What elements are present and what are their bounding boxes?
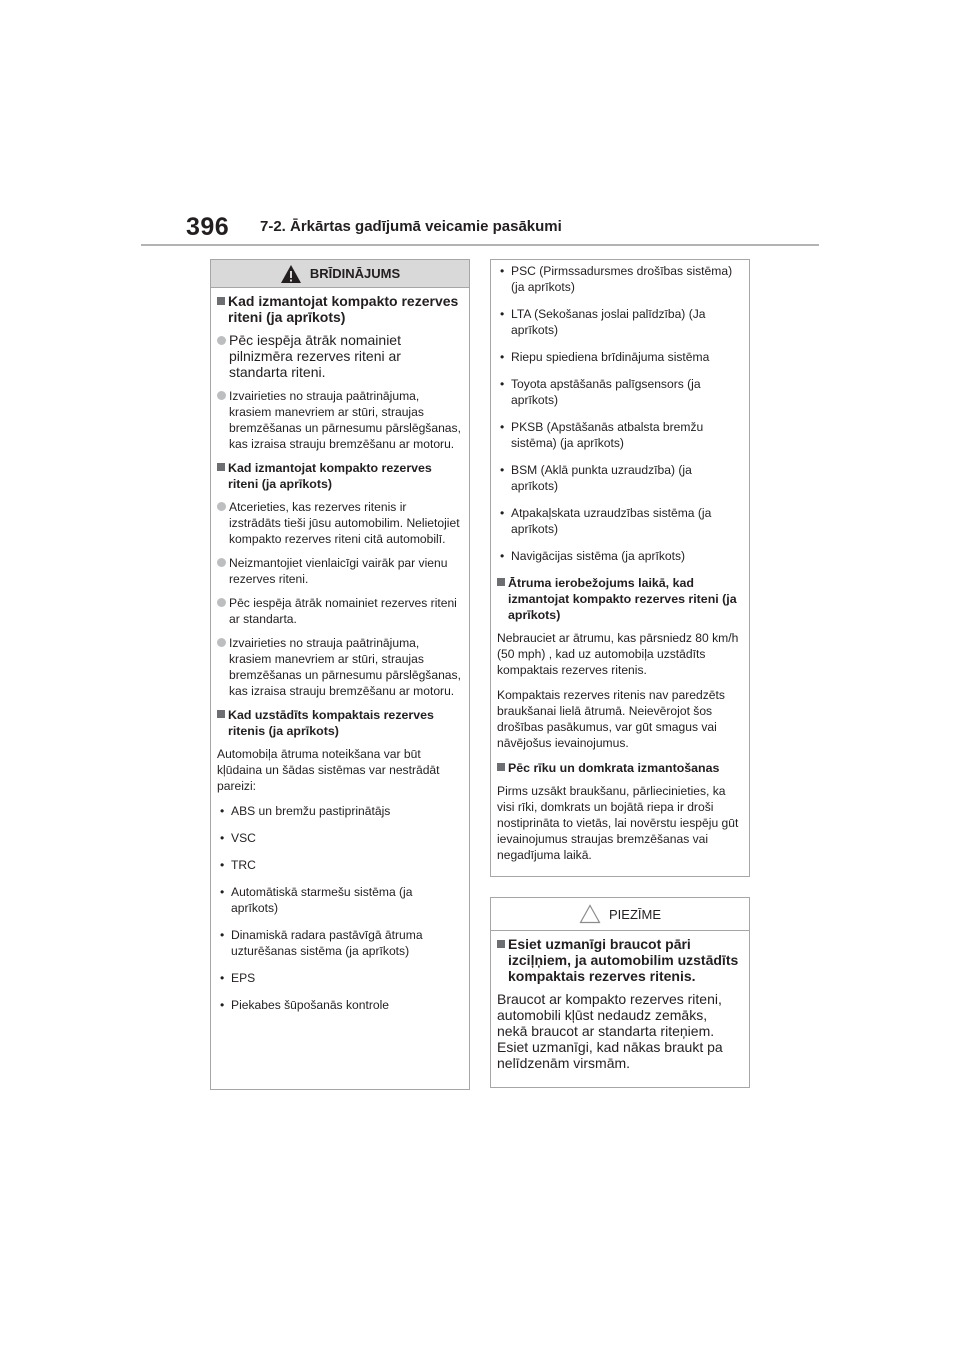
item-text: PKSB (Apstāšanās atbalsta bremžu sistēma) (ja aprīkots) (511, 420, 704, 450)
list-item (497, 548, 741, 564)
circle-bullet-item (217, 635, 461, 699)
section-heading (217, 707, 461, 739)
item-text: Izvairieties no strauja paātrinājuma, krasiem manevriem ar stūri, straujas bremzēšanas un pārnesumu pārslēgšanas, kas izraisa strauju bremzēšanu ar motoru. (229, 389, 461, 451)
list-bullet-icon: • (220, 971, 225, 985)
note-box-title: PIEZĪME (608, 906, 661, 922)
circle-bullet-icon (217, 391, 226, 400)
list-bullet-icon: • (220, 804, 225, 818)
warning-triangle-icon (280, 264, 302, 284)
section-heading (497, 760, 741, 776)
list-bullet-icon: • (500, 420, 505, 434)
section-heading (217, 460, 461, 492)
circle-bullet-icon (217, 336, 226, 345)
item-text: Nebrauciet ar ātrumu, kas pārsniedz 80 km/h (50 mph) , kad uz automobiļa uzstādīts kompaktais rezerves ritenis. (497, 631, 739, 677)
list-item (217, 803, 461, 819)
square-bullet-icon (497, 763, 505, 771)
list-item (497, 419, 741, 451)
note-heading-text: Esiet uzmanīgi braucot pāri izciļņiem, ja automobilim uzstādīts kompaktais rezerves ritenis. (508, 936, 739, 984)
note-content (491, 931, 749, 1071)
item-text: Pēc rīku un domkrata izmantošanas (508, 761, 720, 775)
list-bullet-icon: • (220, 858, 225, 872)
square-bullet-icon (497, 940, 505, 948)
item-text: Kad uzstādīts kompaktais rezerves ritenis (ja aprīkots) (228, 708, 434, 738)
list-item (497, 349, 741, 365)
list-bullet-icon: • (500, 506, 505, 520)
square-bullet-icon (217, 710, 225, 718)
list-item (217, 830, 461, 846)
item-text: Riepu spiediena brīdinājuma sistēma (511, 350, 710, 364)
paragraph (497, 783, 741, 863)
item-text: Ātruma ierobežojums laikā, kad izmantojat kompakto rezerves riteni (ja aprīkots) (508, 576, 737, 622)
circle-bullet-icon (217, 558, 226, 567)
note-heading (497, 936, 741, 984)
list-item (217, 884, 461, 916)
paragraph (217, 746, 461, 794)
circle-bullet-item (217, 595, 461, 627)
section-heading (217, 293, 461, 325)
list-item (217, 997, 461, 1013)
note-box (490, 897, 750, 1088)
item-text: Atcerieties, kas rezerves ritenis ir izstrādāts tieši jūsu automobilim. Nelietojiet kompakto rezerves riteni citā automobilī. (229, 500, 460, 546)
item-text: Neizmantojiet vienlaicīgi vairāk par vienu rezerves riteni. (229, 556, 448, 586)
circle-bullet-item (217, 388, 461, 452)
list-bullet-icon: • (500, 377, 505, 391)
list-bullet-icon: • (500, 307, 505, 321)
list-bullet-icon: • (500, 264, 505, 278)
warning-box-left (210, 259, 470, 1090)
circle-bullet-icon (217, 638, 226, 647)
list-bullet-icon: • (500, 463, 505, 477)
list-item (497, 376, 741, 408)
warning-box-header (211, 260, 469, 288)
item-text: VSC (231, 831, 256, 845)
list-bullet-icon: • (220, 885, 225, 899)
item-text: TRC (231, 858, 256, 872)
circle-bullet-icon (217, 598, 226, 607)
list-item (497, 306, 741, 338)
item-text: Pirms uzsākt braukšanu, pārliecinieties, ka visi rīki, domkrats un bojātā riepa ir droši nostiprināta to vietās, lai novērstu iespēju gūt ievainojumus straujas bremzēšanas vai negadījuma laikā. (497, 784, 739, 862)
list-bullet-icon: • (220, 928, 225, 942)
list-bullet-icon: • (220, 831, 225, 845)
item-text: Navigācijas sistēma (ja aprīkots) (511, 549, 686, 563)
item-text: Izvairieties no strauja paātrinājuma, krasiem manevriem ar stūri, straujas bremzēšanas un pārnesumu pārslēgšanas, kas izraisa strauju bremzēšanu ar motoru. (229, 636, 461, 698)
circle-bullet-item (217, 555, 461, 587)
square-bullet-icon (217, 297, 225, 305)
item-text: Kompaktais rezerves ritenis nav paredzēts braukšanai lielā ātrumā. Neievērojot šos drošības pasākumus, var gūt smagus vai nāvējošus ievainojumus. (497, 688, 725, 750)
note-text: Braucot ar kompakto rezerves riteni, automobili kļūst nedaudz zemāks, nekā braucot ar standarta riteņiem. Esiet uzmanīgi, kad nākas braukt pa nelīdzenām virsmām. (497, 991, 723, 1071)
item-text: PSC (Pirmssadursmes drošības sistēma) (ja aprīkots) (511, 264, 733, 294)
paragraph (497, 687, 741, 751)
list-bullet-icon: • (500, 350, 505, 364)
item-text: Kad izmantojat kompakto rezerves riteni (ja aprīkots) (228, 461, 432, 491)
item-text: Piekabes šūpošanās kontrole (231, 998, 389, 1012)
list-item (217, 970, 461, 986)
warning-right-content (491, 260, 749, 863)
item-text: Atpakaļskata uzraudzības sistēma (ja aprīkots) (511, 506, 712, 536)
item-text: Automobiļa ātruma noteikšana var būt kļūdaina un šādas sistēmas var nestrādāt pareizi: (217, 747, 440, 793)
square-bullet-icon (497, 578, 505, 586)
item-text: Pēc iespēja ātrāk nomainiet rezerves riteni ar standarta. (229, 596, 457, 626)
list-bullet-icon: • (500, 549, 505, 563)
list-item (217, 857, 461, 873)
warning-box-right (490, 259, 750, 877)
item-text: Dinamiskā radara pastāvīgā ātruma uzturēšanas sistēma (ja aprīkots) (231, 928, 423, 958)
item-text: BSM (Aklā punkta uzraudzība) (ja aprīkots) (511, 463, 692, 493)
item-text: EPS (231, 971, 256, 985)
section-heading (497, 575, 741, 623)
item-text: ABS un bremžu pastiprinātājs (231, 804, 391, 818)
list-item (497, 462, 741, 494)
list-item (217, 927, 461, 959)
item-text: Kad izmantojat kompakto rezerves riteni (ja aprīkots) (228, 293, 459, 325)
circle-bullet-icon (217, 502, 226, 511)
list-item (497, 505, 741, 537)
warning-box-title: BRĪDINĀJUMS (309, 266, 401, 281)
page-number: 396 (186, 213, 230, 241)
item-text: Pēc iespēja ātrāk nomainiet pilnizmēra rezerves riteni ar standarta riteni. (229, 332, 401, 380)
list-item (497, 263, 741, 295)
item-text: LTA (Sekošanas joslai palīdzība) (Ja aprīkots) (511, 307, 706, 337)
list-bullet-icon: • (220, 998, 225, 1012)
paragraph (497, 630, 741, 678)
circle-bullet-item (217, 499, 461, 547)
warning-left-content (211, 288, 469, 1013)
circle-bullet-item (217, 332, 461, 380)
item-text: Toyota apstāšanās palīgsensors (ja aprīkots) (511, 377, 701, 407)
item-text: Automātiskā starmešu sistēma (ja aprīkots) (231, 885, 413, 915)
header-divider (141, 244, 819, 246)
caution-triangle-icon (579, 904, 601, 924)
note-box-header (491, 898, 749, 931)
square-bullet-icon (217, 463, 225, 471)
section-title: 7-2. Ārkārtas gadījumā veicamie pasākumi (260, 218, 562, 235)
